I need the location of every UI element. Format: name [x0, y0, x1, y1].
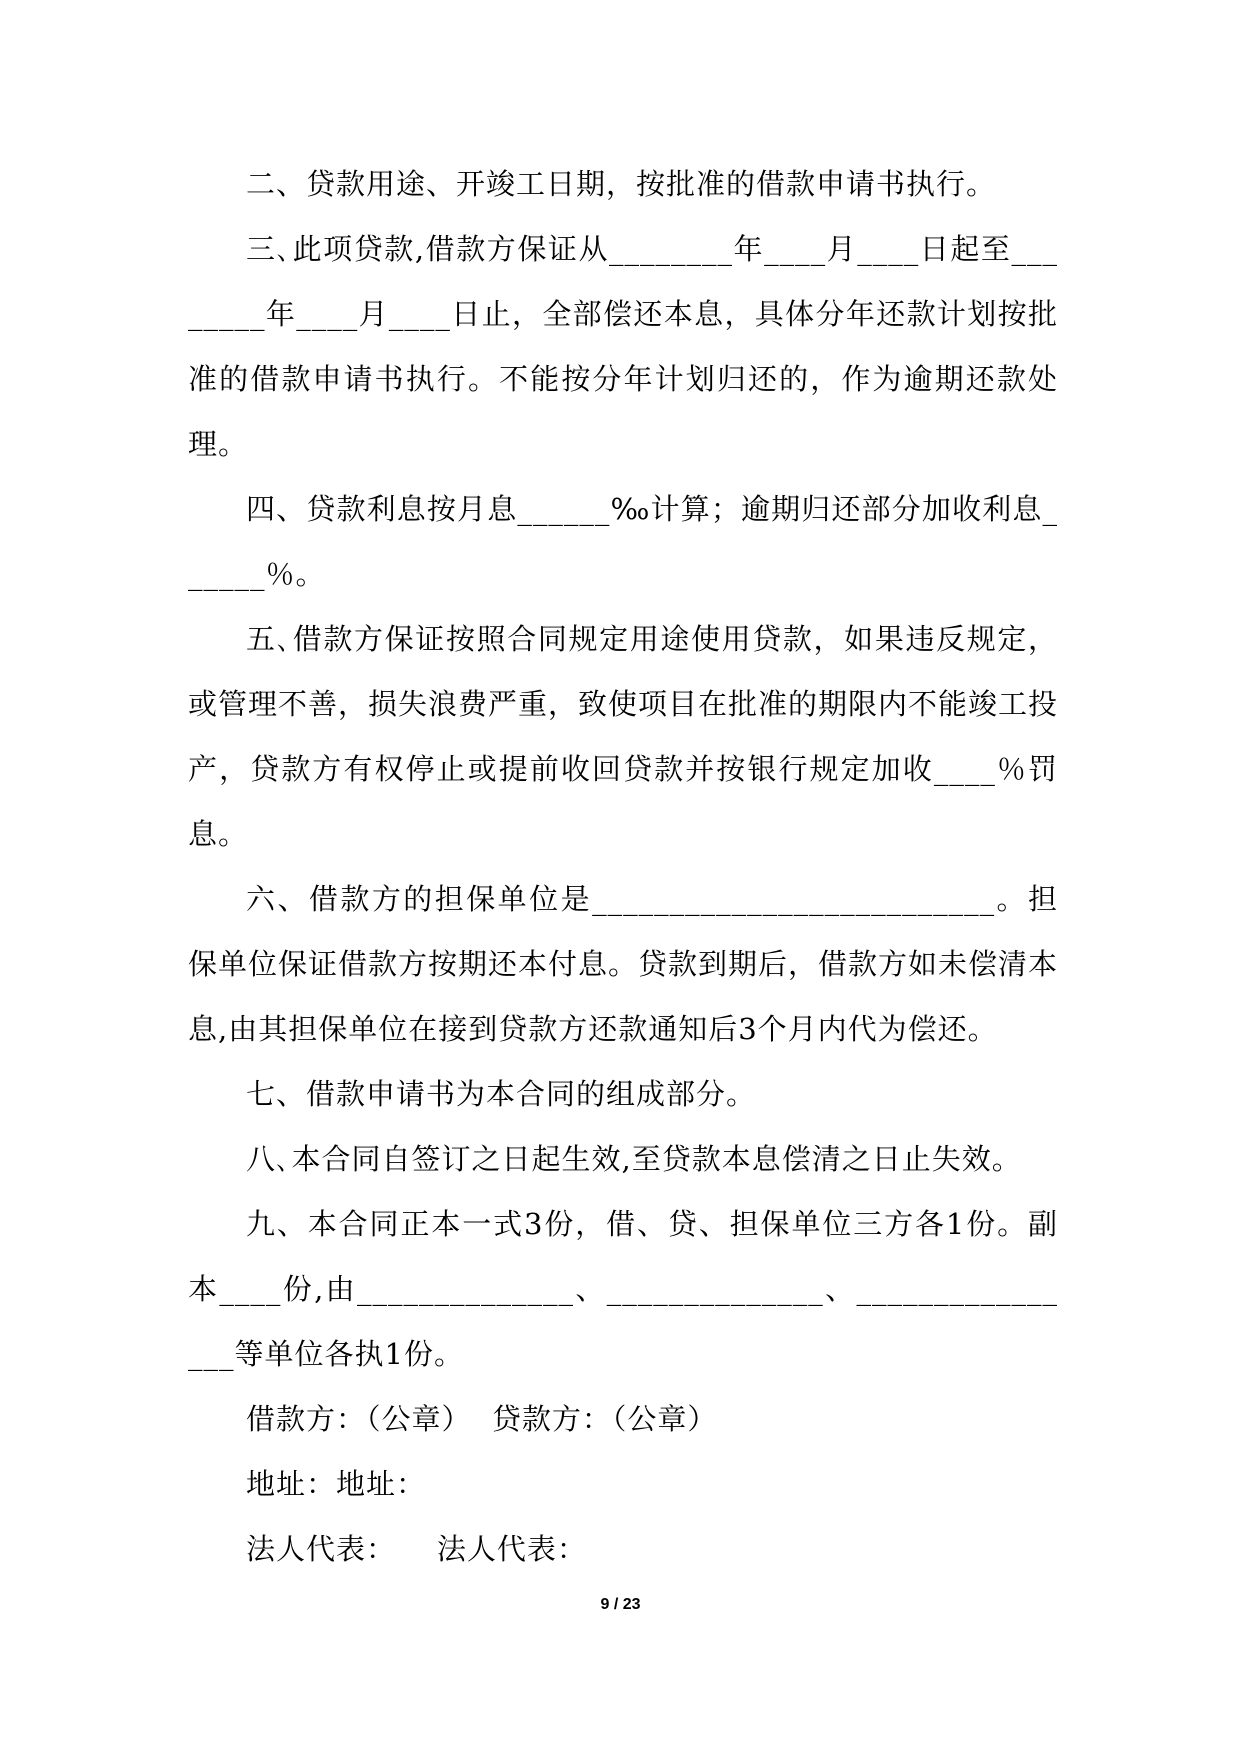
- clause-4-paragraph: 四、贷款利息按月息______‰计算；逾期归还部分加收利息______％。: [188, 492, 1058, 591]
- clause-3-paragraph: 三､此项贷款,借款方保证从________年____月____日起至________年____月____日止，全部偿还本息，具体分年还款计划按批准的借款申请书执行。不能按分年计划归还的，作为逾期还款处理。: [188, 232, 1058, 461]
- signature-representative-line: 法人代表： 法人代表：: [246, 1532, 587, 1566]
- page-number: 9 / 23: [600, 1596, 641, 1613]
- clause-8-paragraph: 八､本合同自签订之日起生效,至贷款本息偿清之日止失效。: [246, 1142, 1022, 1176]
- clause-7-paragraph: 七、借款申请书为本合同的组成部分。: [246, 1077, 757, 1111]
- clause-9-paragraph: 九、本合同正本一式3份，借、贷、担保单位三方各1份。副本____份,由______________、______________、________________等单位各执1份。: [188, 1207, 1058, 1371]
- clause-5-paragraph: 五､借款方保证按照合同规定用途使用贷款，如果违反规定，或管理不善，损失浪费严重，致使项目在批准的期限内不能竣工投产，贷款方有权停止或提前收回贷款并按银行规定加收____％罚息。: [188, 622, 1059, 851]
- signature-address-line: 地址：地址：: [246, 1467, 427, 1501]
- clause-6-paragraph: 六、借款方的担保单位是__________________________。担保单位保证借款方按期还本付息。贷款到期后，借款方如未偿清本息,由其担保单位在接到贷款方还款通知后3个月内代为偿还。: [188, 882, 1059, 1046]
- clause-2-paragraph: 二、贷款用途、开竣工日期，按批准的借款申请书执行。: [246, 167, 997, 201]
- signature-seal-line: 借款方：（公章） 贷款方：（公章）: [246, 1402, 718, 1436]
- document-body: [188, 152, 1058, 1582]
